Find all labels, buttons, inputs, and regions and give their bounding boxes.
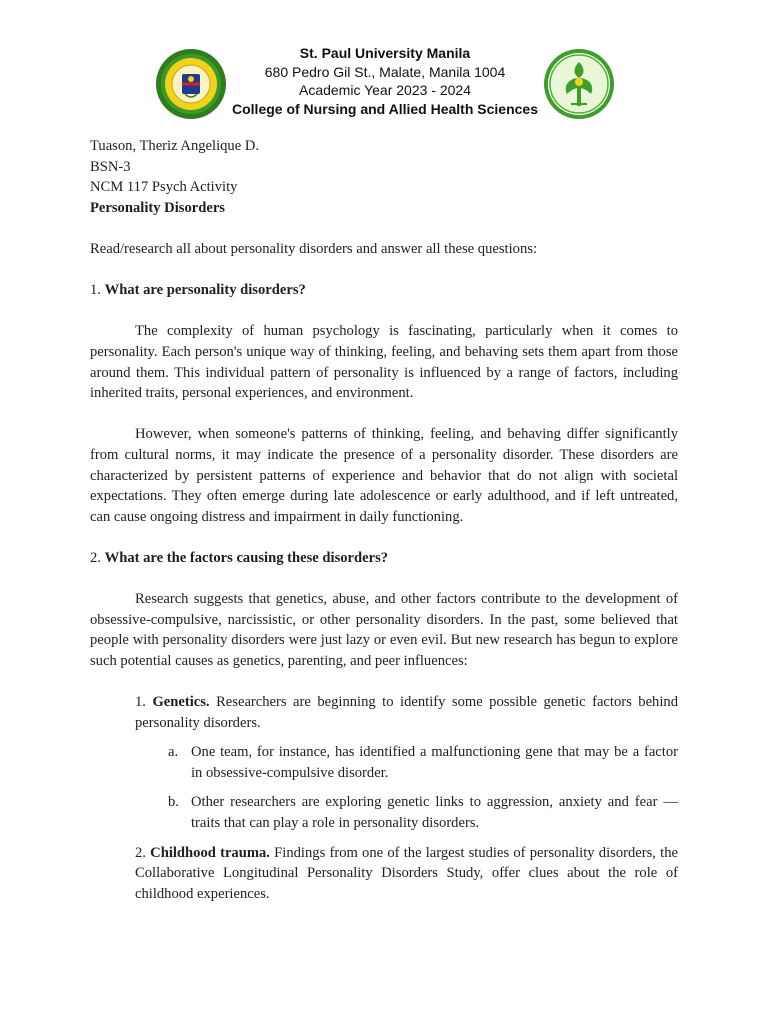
university-name: St. Paul University Manila — [299, 45, 471, 61]
genetics-sub-list — [90, 742, 678, 833]
document-body — [90, 136, 678, 904]
question-1-number: 1. — [90, 282, 101, 299]
topic-title: Personality Disorders — [90, 199, 225, 216]
question-1 — [90, 280, 678, 301]
factor-title: Childhood trauma. — [150, 844, 270, 861]
instructions: Read/research all about personality disorders and answer all these questions: — [90, 240, 537, 257]
cldps-study-link[interactable]: Collaborative Longitudinal Personality Disorders Study — [135, 865, 480, 882]
answer-1-paragraph-1: The complexity of human psychology is fascinating, particularly when it comes to personality. Each person's unique way of thinking, feeling, and behaving sets them apart from those around them. This individual pattern of personality is influenced by a range of factors, including inherited traits, personal experiences, and environment. — [90, 323, 678, 402]
factor-number: 1. — [135, 694, 146, 711]
college-seal-icon — [543, 48, 615, 120]
sub-item-text: Other researchers are exploring genetic links to aggression, anxiety and fear — traits that can play a role in personality disorders. — [191, 794, 678, 831]
factor-title: Genetics. — [152, 694, 210, 711]
document-header — [0, 44, 768, 130]
course-title: NCM 117 Psych Activity — [90, 179, 238, 196]
sub-item-marker: a. — [168, 744, 179, 761]
factor-text-pre: Findings from one of the largest studies of personality disorders, the — [269, 844, 678, 861]
sub-item-text-pre: One team, for instance, has identified a — [191, 744, 432, 761]
answer-2-paragraph-1: Research suggests that genetics, abuse, and other factors contribute to the development of obsessive-compulsive, narcissistic, or other personality disorders. In the past, some believed that people with personality disorders were just lazy or even evil. But new research has begun to explore such potential causes as genetics, parenting, and peer influences: — [90, 591, 678, 669]
factor-text-post: , offer clues about the role of childhood experiences. — [135, 865, 678, 902]
factor-item-genetics — [135, 692, 678, 733]
malfunctioning-gene-link[interactable]: malfunctioning gene — [431, 744, 553, 761]
factor-item-childhood-trauma — [135, 843, 678, 905]
student-name: Tuason, Theriz Angelique D. — [90, 138, 260, 154]
factor-number: 2. — [135, 844, 146, 861]
question-2 — [90, 548, 678, 569]
sub-item-marker: b. — [168, 794, 179, 811]
university-address: 680 Pedro Gil St., Malate, Manila 1004 — [264, 63, 506, 80]
sub-item-b — [168, 792, 678, 833]
sub-item-a — [168, 742, 678, 783]
question-2-text: What are the factors causing these disorders? — [104, 549, 389, 566]
factor-list — [90, 692, 678, 904]
college-name: College of Nursing and Allied Health Sciences — [232, 100, 538, 117]
answer-1-paragraph-2: However, when someone's patterns of thinking, feeling, and behaving differ significantly from cultural norms, it may indicate the presence of a personality disorder. These disorders are characterized by persistent patterns of experience and behavior that do not align with societal expectations. They often emerge during late adolescence or early adulthood, and if left untreated, can cause ongoing distress and impairment in daily functioning. — [90, 426, 678, 525]
academic-year: Academic Year 2023 - 2024 — [298, 82, 471, 98]
student-section: BSN-3 — [90, 158, 131, 175]
university-seal-icon — [155, 48, 227, 120]
factor-text: Researchers are beginning to identify some possible genetic factors behind personality disorders. — [135, 694, 678, 731]
question-2-number: 2. — [90, 549, 101, 566]
institution-info — [228, 44, 542, 118]
question-1-text: What are personality disorders? — [104, 282, 306, 299]
sub-item-text-post: that may be a factor in obsessive-compulsive disorder. — [191, 744, 678, 781]
